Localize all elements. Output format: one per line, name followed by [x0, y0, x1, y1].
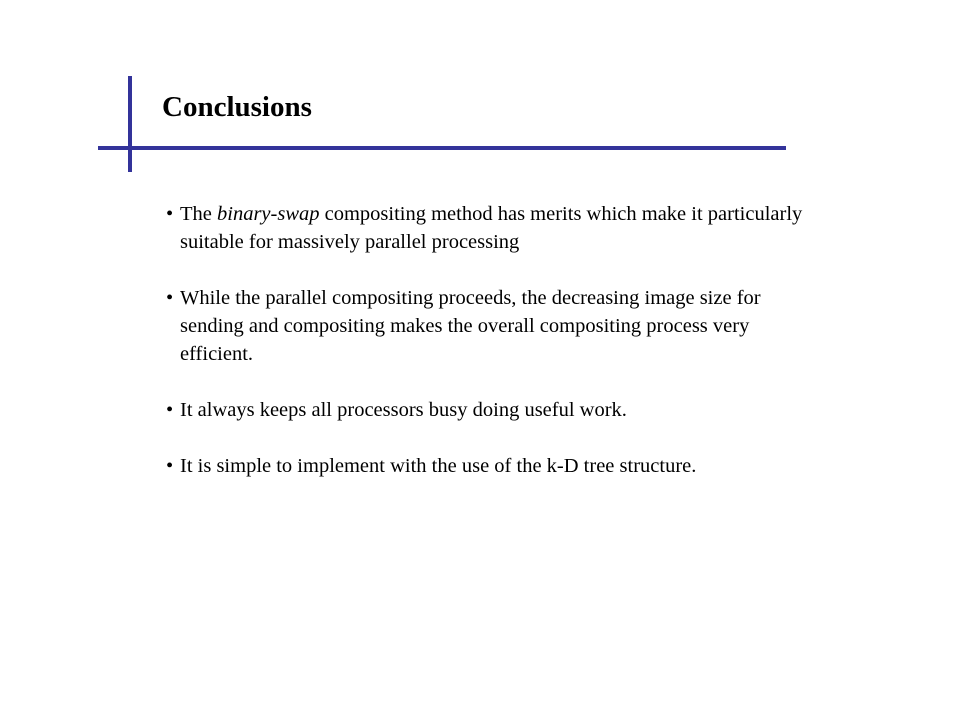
bullet-marker: •: [166, 399, 174, 421]
slide-title: Conclusions: [162, 91, 312, 123]
bullet-3-text: It always keeps all processors busy doing useful work.: [180, 399, 627, 421]
bullet-marker: •: [166, 287, 174, 309]
bullet-item-2: [160, 284, 810, 368]
bullet-1-text-start: The: [180, 203, 217, 225]
bullet-item-3: [160, 396, 810, 424]
bullet-4-text: It is simple to implement with the use of the k-D tree structure.: [180, 455, 697, 477]
bullet-1-text-end: compositing method has merits which make it particularly suitable for massively parallel processing: [180, 203, 803, 253]
bullet-2-text: While the parallel compositing proceeds, the decreasing image size for sending and compositing makes the overall compositing process very efficient.: [180, 287, 761, 365]
bullet-list: [160, 200, 810, 508]
bullet-marker: •: [166, 203, 174, 225]
bullet-item-1: [160, 200, 810, 256]
bullet-item-4: [160, 452, 810, 480]
bullet-marker: •: [166, 455, 174, 477]
accent-vertical-line: [128, 76, 132, 172]
accent-horizontal-line: [98, 146, 786, 150]
bullet-1-emphasis: binary-swap: [217, 203, 320, 225]
